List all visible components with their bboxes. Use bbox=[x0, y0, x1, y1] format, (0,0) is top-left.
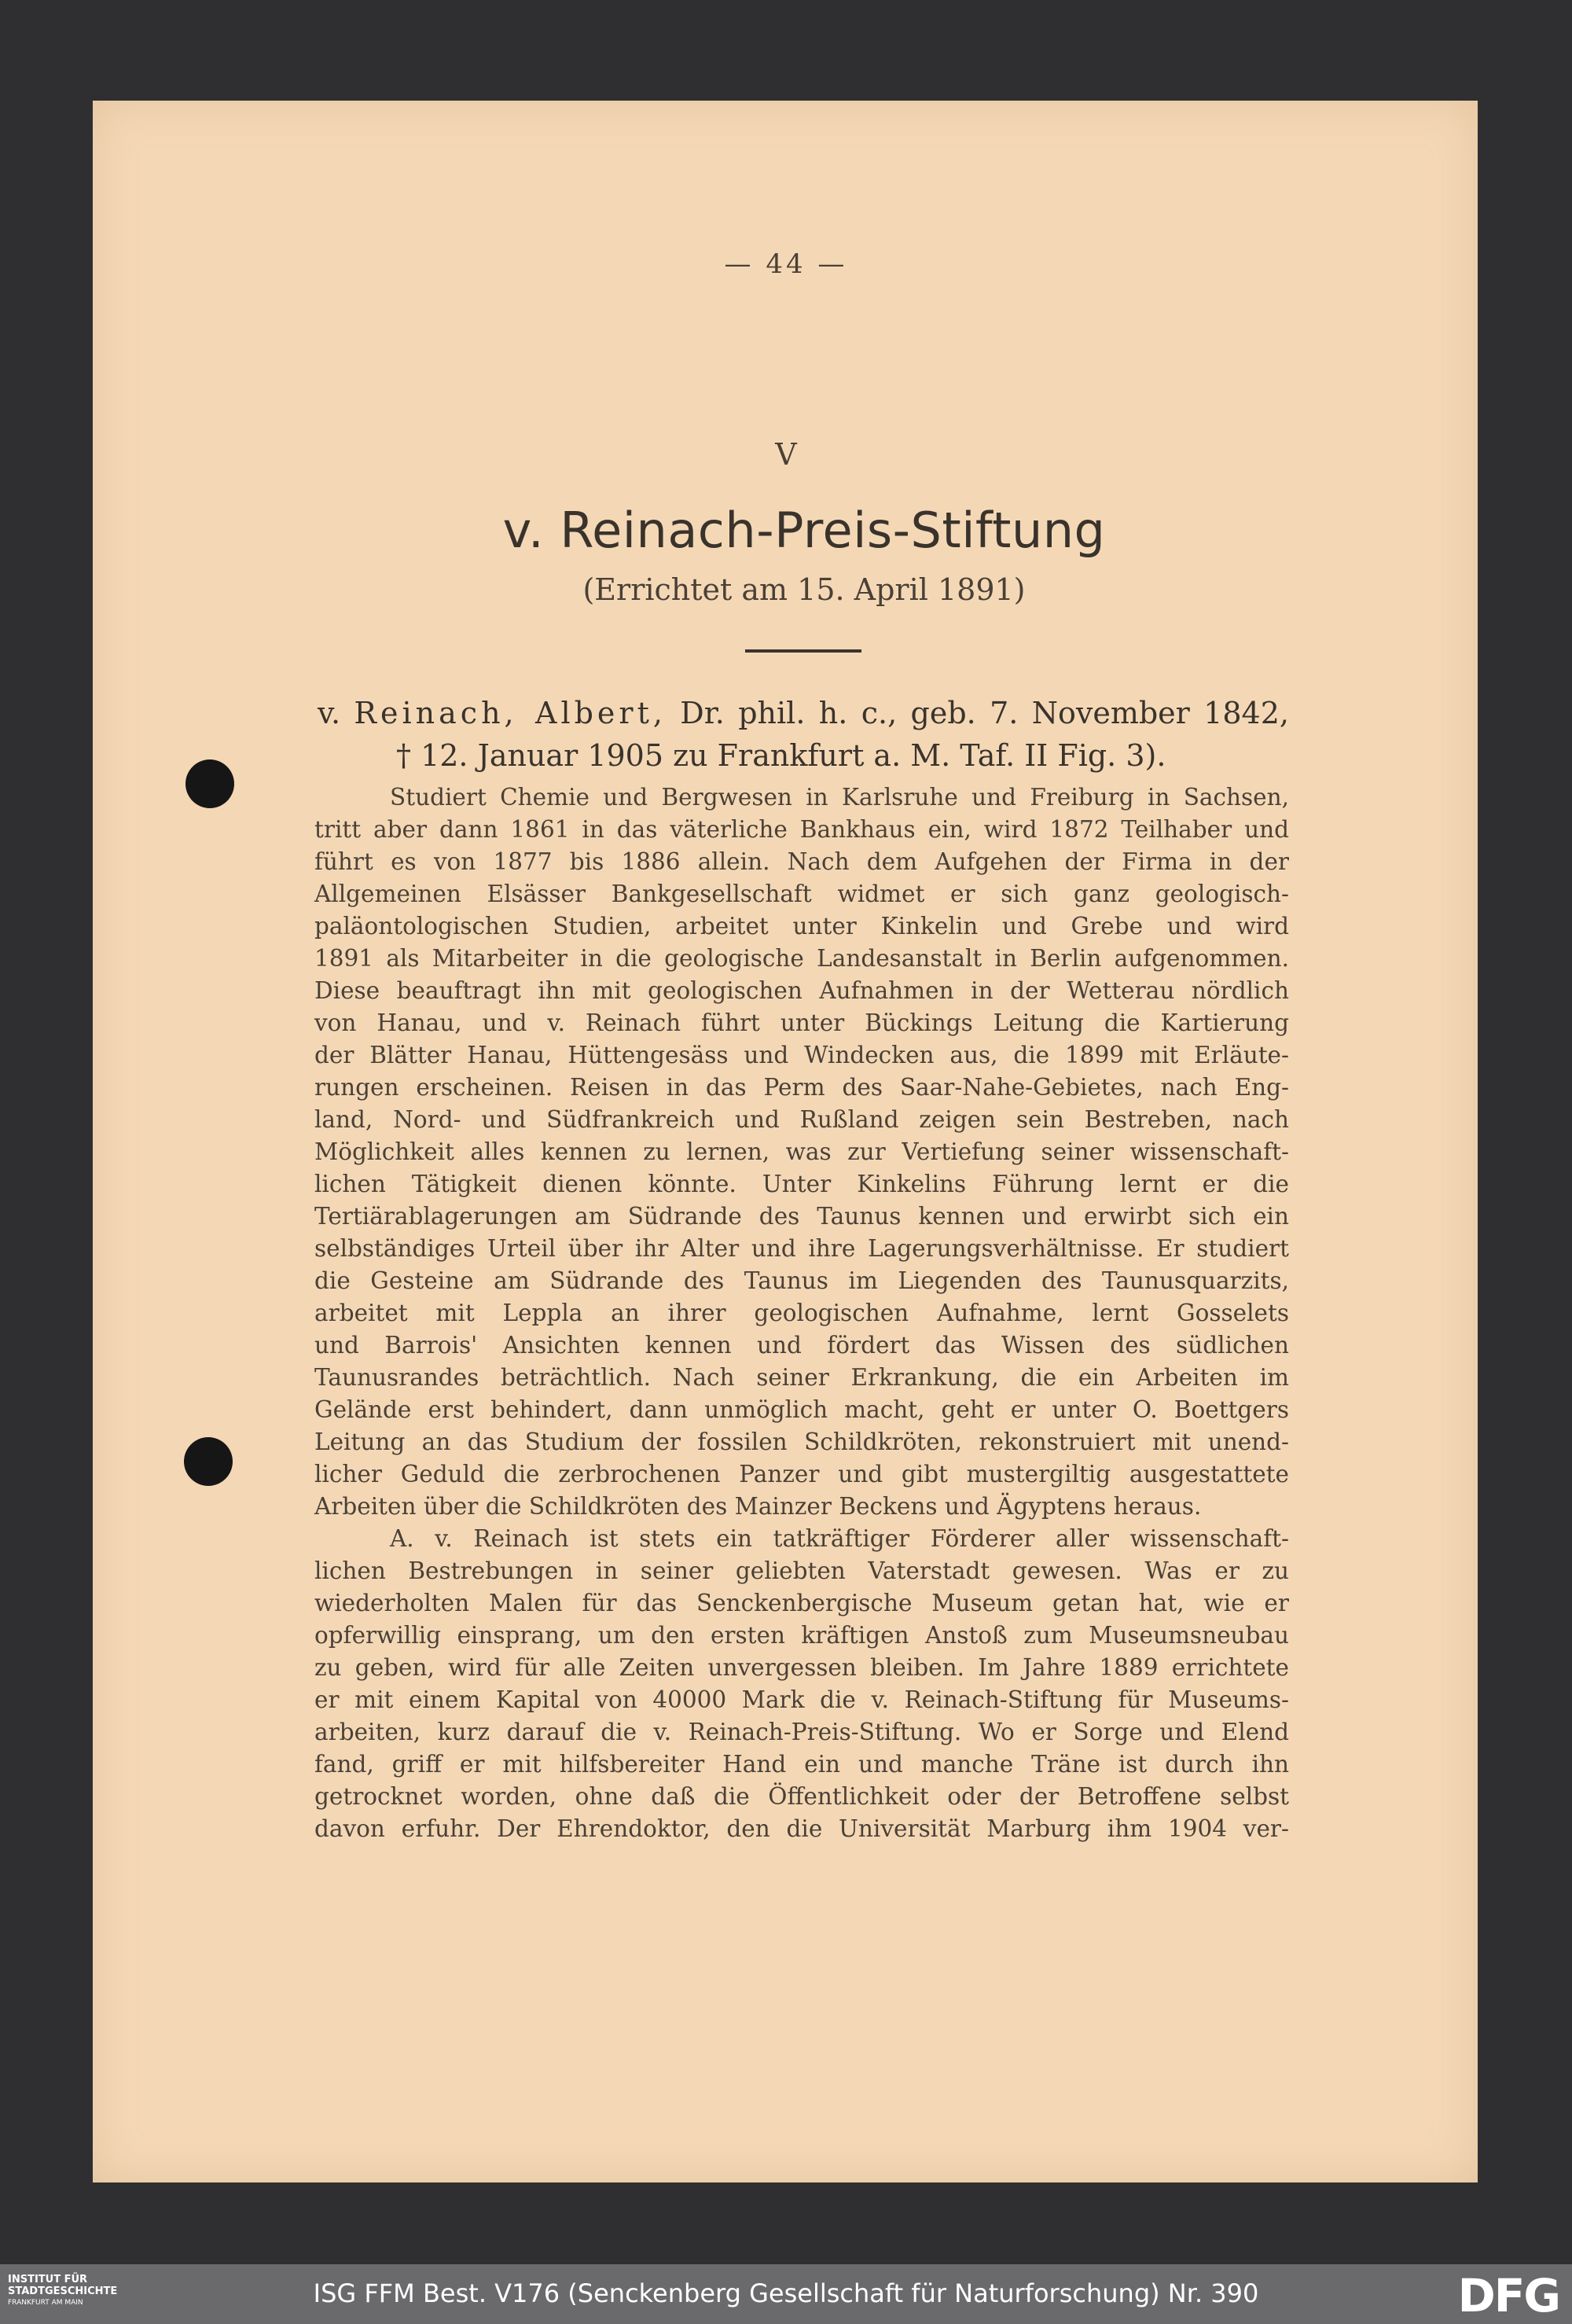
text-line: er mit einem Kapital von 40000 Mark die v. Reinach-Stiftung für Museums- bbox=[314, 1686, 1289, 1713]
text-line: wiederholten Malen für das Senckenbergische Museum getan hat, wie er bbox=[314, 1590, 1289, 1616]
text-line: davon erfuhr. Der Ehrendoktor, den die Universität Marburg ihm 1904 ver- bbox=[314, 1815, 1289, 1842]
body-text bbox=[314, 781, 1289, 1845]
text-line: land, Nord- und Südfrankreich und Rußland zeigen sein Bestreben, nach bbox=[314, 1106, 1289, 1133]
title-divider bbox=[745, 649, 861, 653]
page-subtitle: (Errichtet am 15. April 1891) bbox=[582, 572, 1026, 607]
text-line: Allgemeinen Elsässer Bankgesellschaft widmet er sich ganz geologisch- bbox=[314, 881, 1289, 907]
text-line: tritt aber dann 1861 in das väterliche Bankhaus ein, wird 1872 Teilhaber und bbox=[314, 816, 1289, 843]
text-line: Möglichkeit alles kennen zu lernen, was zur Vertiefung seiner wissenschaft- bbox=[314, 1138, 1289, 1165]
punch-hole-top bbox=[185, 759, 234, 808]
logo-line: FRANKFURT AM MAIN bbox=[8, 2299, 83, 2307]
logo-line: INSTITUT FÜR bbox=[8, 2274, 88, 2285]
text-line: zu geben, wird für alle Zeiten unvergessen bleiben. Im Jahre 1889 errichtete bbox=[314, 1654, 1289, 1681]
text-line: Arbeiten über die Schildkröten des Mainzer Beckens und Ägyptens heraus. bbox=[314, 1493, 1202, 1520]
section-numeral: V bbox=[775, 437, 797, 472]
entry-details: Dr. phil. h. c., geb. 7. November 1842, bbox=[666, 696, 1289, 730]
text-line: arbeiten, kurz darauf die v. Reinach-Preis-Stiftung. Wo er Sorge und Elend bbox=[314, 1719, 1289, 1745]
text-line: licher Geduld die zerbrochenen Panzer und gibt mustergiltig ausgestattete bbox=[314, 1461, 1289, 1487]
text-line: 1891 als Mitarbeiter in die geologische Landesanstalt in Berlin aufgenommen. bbox=[314, 945, 1289, 972]
text-line: getrocknet worden, ohne daß die Öffentlichkeit oder der Betroffene selbst bbox=[314, 1783, 1289, 1810]
text-line: A. v. Reinach ist stets ein tatkräftiger Förderer aller wissenschaft- bbox=[390, 1525, 1289, 1552]
text-line: Leitung an das Studium der fossilen Schildkröten, rekonstruiert mit unend- bbox=[314, 1429, 1289, 1455]
text-line: Studiert Chemie und Bergwesen in Karlsruhe und Freiburg in Sachsen, bbox=[390, 784, 1289, 811]
entry-prefix: v. bbox=[318, 696, 354, 730]
page-number: — 44 — bbox=[724, 248, 848, 280]
entry-name: Reinach, Albert, bbox=[354, 696, 667, 730]
punch-hole-bottom bbox=[184, 1437, 233, 1486]
text-line: der Blätter Hanau, Hüttengesäss und Windecken aus, die 1899 mit Erläute- bbox=[314, 1042, 1289, 1068]
text-line: paläontologischen Studien, arbeitet unter Kinkelin und Grebe und wird bbox=[314, 913, 1289, 940]
text-line: Gelände erst behindert, dann unmöglich macht, geht er unter O. Boettgers bbox=[314, 1396, 1289, 1423]
archive-caption: ISG FFM Best. V176 (Senckenberg Gesellschaft für Naturforschung) Nr. 390 bbox=[313, 2278, 1259, 2308]
archive-footer bbox=[0, 2264, 1572, 2324]
entry-header bbox=[318, 692, 1289, 777]
text-line: von Hanau, und v. Reinach führt unter Bückings Leitung die Kartierung bbox=[314, 1009, 1289, 1036]
text-line: die Gesteine am Südrande des Taunus im Liegenden des Taunusquarzits, bbox=[314, 1267, 1289, 1294]
text-line: lichen Bestrebungen in seiner geliebten Vaterstadt gewesen. Was er zu bbox=[314, 1557, 1289, 1584]
entry-header-line-2: † 12. Januar 1905 zu Frankfurt a. M. Taf. II Fig. 3). bbox=[396, 738, 1166, 773]
dfg-logo: DFG bbox=[1457, 2269, 1559, 2322]
page-title: v. Reinach-Preis-Stiftung bbox=[502, 502, 1106, 559]
text-line: rungen erscheinen. Reisen in das Perm des Saar-Nahe-Gebietes, nach Eng- bbox=[314, 1074, 1289, 1101]
text-line: und Barrois' Ansichten kennen und fördert das Wissen des südlichen bbox=[314, 1332, 1289, 1359]
text-line: Tertiärablagerungen am Südrande des Taunus kennen und erwirbt sich ein bbox=[314, 1203, 1289, 1230]
text-line: selbständiges Urteil über ihr Alter und ihre Lagerungsverhältnisse. Er studiert bbox=[314, 1235, 1289, 1262]
text-line: Diese beauftragt ihn mit geologischen Aufnahmen in der Wetterau nördlich bbox=[314, 977, 1289, 1004]
text-line: opferwillig einsprang, um den ersten kräftigen Anstoß zum Museumsneubau bbox=[314, 1622, 1289, 1649]
text-line: fand, griff er mit hilfsbereiter Hand ein und manche Träne ist durch ihn bbox=[314, 1751, 1289, 1778]
text-line: lichen Tätigkeit dienen könnte. Unter Kinkelins Führung lernt er die bbox=[314, 1171, 1289, 1197]
entry-header-line-1 bbox=[318, 692, 1289, 734]
text-line: arbeitet mit Leppla an ihrer geologischen Aufnahme, lernt Gosselets bbox=[314, 1300, 1289, 1326]
text-line: Taunusrandes beträchtlich. Nach seiner Erkrankung, die ein Arbeiten im bbox=[314, 1364, 1289, 1391]
logo-line: STADTGESCHICHTE bbox=[8, 2285, 118, 2297]
text-line: führt es von 1877 bis 1886 allein. Nach dem Aufgehen der Firma in der bbox=[314, 848, 1289, 875]
